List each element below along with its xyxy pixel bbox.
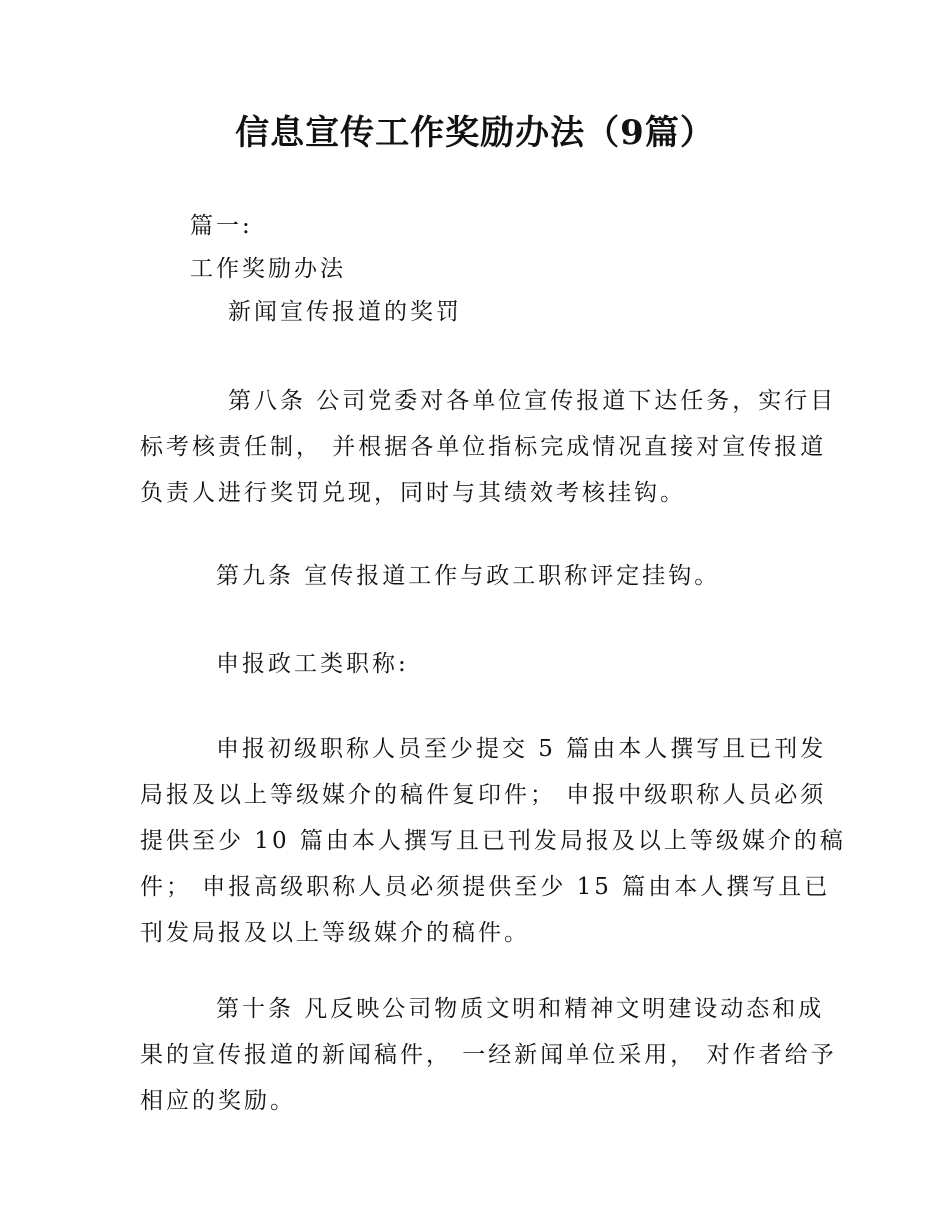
- section-label: 篇一:: [190, 213, 253, 239]
- apply-detail-line: 件； 申报高级职称人员必须提供至少 15 篇由本人撰写且已: [140, 874, 831, 900]
- apply-title-line: 申报政工类职称:: [216, 651, 409, 677]
- apply-detail-line: 提供至少 10 篇由本人撰写且已刊发局报及以上等级媒介的稿: [140, 828, 846, 854]
- apply-detail-line: 局报及以上等级媒介的稿件复印件； 申报中级职称人员必须: [140, 782, 827, 808]
- article-10-line: 相应的奖励。: [140, 1088, 296, 1114]
- heading-news-reward-penalty: 新闻宣传报道的奖罚: [228, 299, 462, 325]
- article-9-paragraph: [140, 553, 812, 599]
- article-8-line: 第八条 公司党委对各单位宣传报道下达任务，实行目: [228, 388, 837, 414]
- article-10-line: 第十条 凡反映公司物质文明和精神文明建设动态和成: [216, 996, 825, 1022]
- article-8-paragraph: [140, 378, 837, 516]
- heading-work-reward-method: 工作奖励办法: [190, 256, 346, 282]
- apply-detail-line: 刊发局报及以上等级媒介的稿件。: [140, 920, 530, 946]
- article-10-line: 果的宣传报道的新闻稿件， 一经新闻单位采用， 对作者给予: [140, 1042, 837, 1068]
- article-8-line: 标考核责任制， 并根据各单位指标完成情况直接对宣传报道: [140, 434, 827, 460]
- article-8-line: 负责人进行奖罚兑现，同时与其绩效考核挂钩。: [140, 480, 686, 506]
- apply-title-paragraph: [140, 641, 812, 687]
- document-title: 信息宣传工作奖励办法（9篇）: [235, 113, 715, 153]
- apply-detail-paragraph: [140, 726, 846, 956]
- article-10-paragraph: [140, 986, 837, 1124]
- article-9-line: 第九条 宣传报道工作与政工职称评定挂钩。: [216, 563, 721, 589]
- apply-detail-line: 申报初级职称人员至少提交 5 篇由本人撰写且已刊发: [216, 736, 827, 762]
